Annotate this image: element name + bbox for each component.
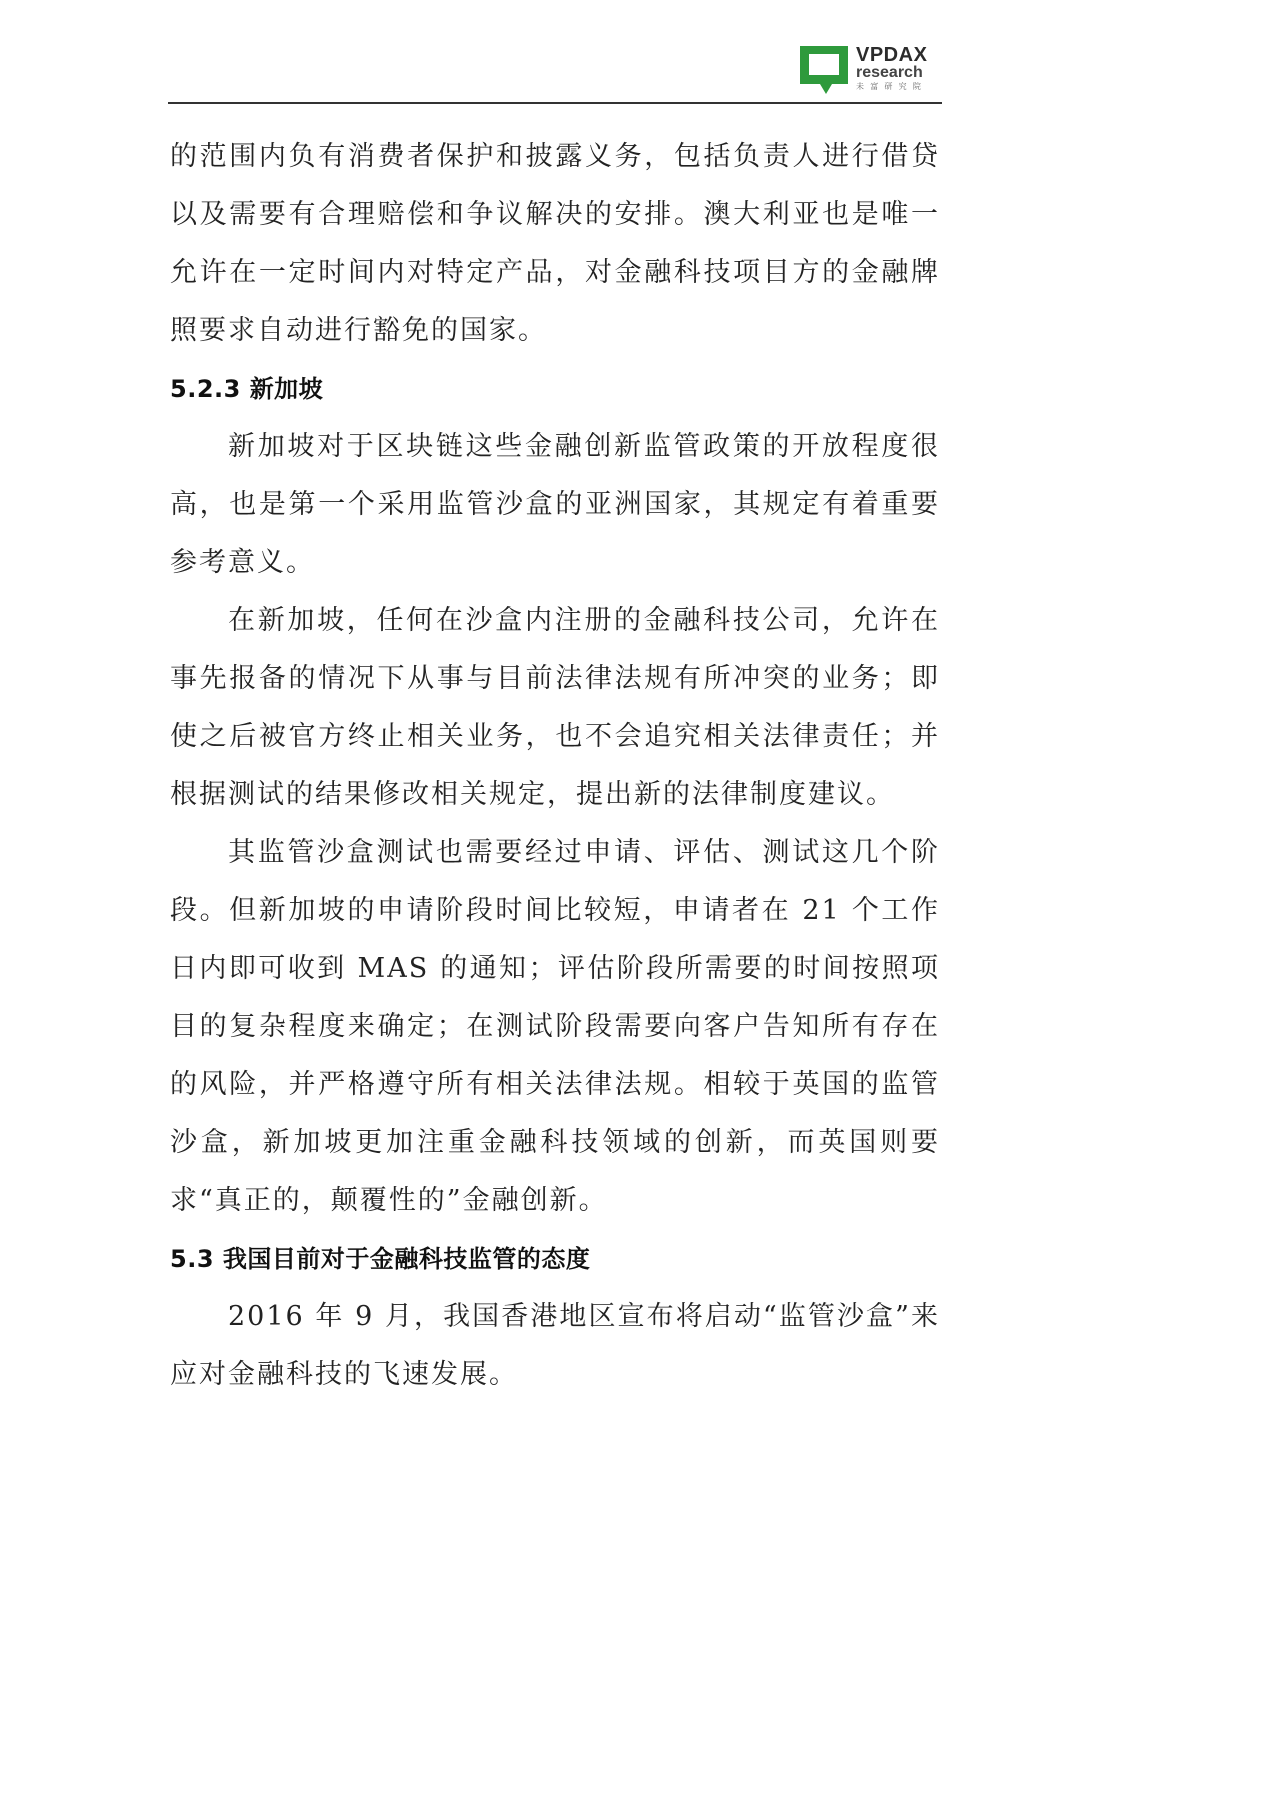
section-heading-5-2-3: 5.2.3 新加坡 bbox=[170, 375, 324, 403]
paragraph-singapore-stages: 其监管沙盒测试也需要经过申请、评估、测试这几个阶段。但新加坡的申请阶段时间比较短，申请者在 21 个工作日内即可收到 MAS 的通知；评估阶段所需要的时间按照项目的复杂程度来确定；在测试阶段需要向客户告知所有存在的风险，并严格遵守所有相关法律法规。相较于英国的监管沙盒，新加坡更加注重金融科技领域的创新，而英国则要求“真正的，颠覆性的”金融创新。 bbox=[170, 837, 940, 1216]
document-body bbox=[170, 128, 940, 1404]
logo-brand: VPDAX bbox=[856, 44, 928, 66]
vpdax-logo bbox=[798, 44, 930, 96]
paragraph-australia-continued: 的范围内负有消费者保护和披露义务，包括负责人进行借贷以及需要有合理赔偿和争议解决的安排。澳大利亚也是唯一允许在一定时间内对特定产品，对金融科技项目方的金融牌照要求自动进行豁免的国家。 bbox=[170, 141, 940, 346]
paragraph-singapore-intro: 新加坡对于区块链这些金融创新监管政策的开放程度很高，也是第一个采用监管沙盒的亚洲国家，其规定有着重要参考意义。 bbox=[170, 431, 940, 578]
logo-chinese-name: 未 富 研 究 院 bbox=[856, 82, 923, 91]
logo-wordmark bbox=[856, 45, 927, 91]
speech-bubble-logo-icon bbox=[798, 44, 850, 96]
page-header bbox=[168, 30, 942, 104]
section-heading-5-3: 5.3 我国目前对于金融科技监管的态度 bbox=[170, 1245, 591, 1273]
logo-subtitle: research bbox=[856, 64, 923, 81]
paragraph-hong-kong-sandbox: 2016 年 9 月，我国香港地区宣布将启动“监管沙盒”来应对金融科技的飞速发展。 bbox=[170, 1301, 940, 1390]
paragraph-singapore-sandbox: 在新加坡，任何在沙盒内注册的金融科技公司，允许在事先报备的情况下从事与目前法律法规有所冲突的业务；即使之后被官方终止相关业务，也不会追究相关法律责任；并根据测试的结果修改相关规定，提出新的法律制度建议。 bbox=[170, 605, 940, 810]
